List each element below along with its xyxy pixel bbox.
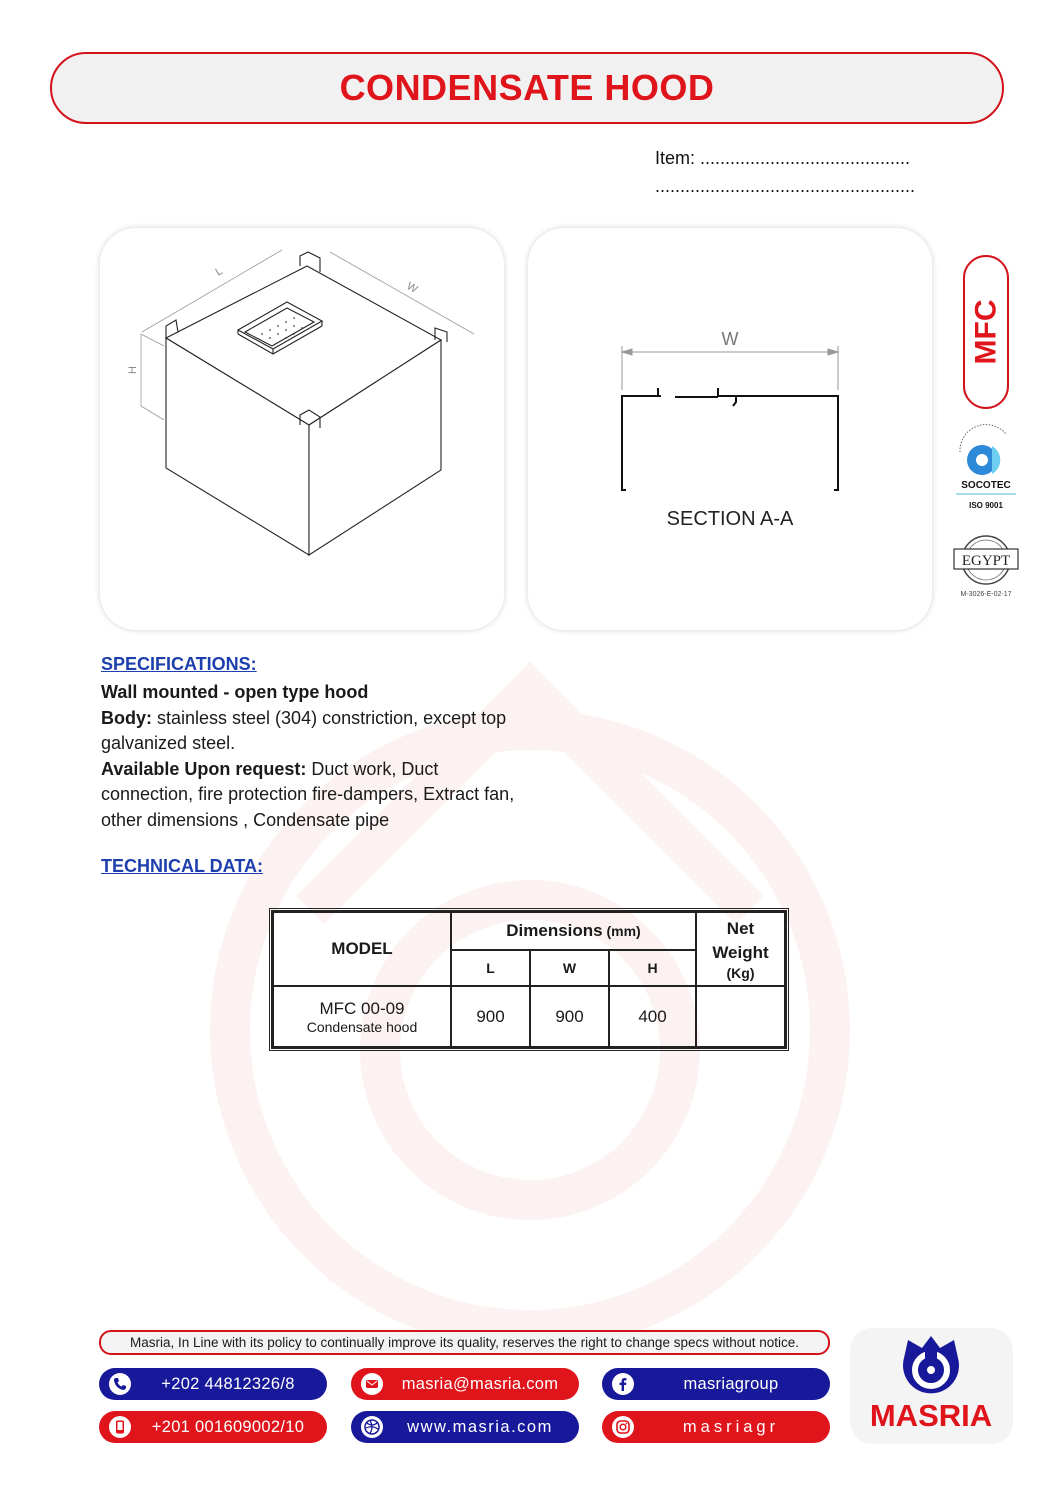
header-l: L <box>451 950 530 986</box>
specifications-text <box>101 680 531 833</box>
request-label: Available Upon request: <box>101 758 307 779</box>
disclaimer-notice: Masria, In Line with its policy to continually improve its quality, reserves the right to change specs without notice. <box>99 1330 830 1355</box>
made-in-egypt-badge <box>948 530 1024 600</box>
cell-model: MFC 00-09 Condensate hood <box>273 986 451 1047</box>
width-label: W <box>404 280 420 296</box>
cell-h: 400 <box>609 986 696 1047</box>
cell-w: 900 <box>530 986 609 1047</box>
header-net-weight: Net Weight (Kg) <box>696 912 785 986</box>
header-h: H <box>609 950 696 986</box>
cell-weight <box>696 986 785 1047</box>
body-label: Body: <box>101 707 152 728</box>
technical-data-heading: TECHNICAL DATA: <box>101 856 263 876</box>
section-drawing-panel <box>528 228 932 630</box>
item-field-line2: .................................................... <box>655 176 916 196</box>
socotec-certification-badge <box>948 422 1024 516</box>
cell-l: 900 <box>451 986 530 1047</box>
masria-emblem-icon <box>850 1328 1013 1444</box>
globe-icon <box>361 1416 383 1438</box>
egypt-seal-icon <box>948 530 1024 600</box>
body-text: stainless steel (304) constriction, except top galvanized steel. <box>101 707 507 753</box>
page-title: CONDENSATE HOOD <box>339 67 715 108</box>
spec-type: Wall mounted - open type hood <box>101 682 369 702</box>
mail-icon <box>361 1373 383 1395</box>
facebook-link[interactable]: masriagroup <box>602 1368 830 1400</box>
section-aa-drawing <box>528 228 932 630</box>
specifications-heading: SPECIFICATIONS: <box>101 654 257 674</box>
item-field: Item: .......................................... <box>655 148 911 168</box>
origin-label: EGYPT <box>961 553 1011 569</box>
header-model: MODEL <box>273 912 451 986</box>
facebook-icon <box>612 1373 634 1395</box>
height-label: H <box>127 366 139 374</box>
title-banner <box>50 52 1004 124</box>
mobile-icon <box>109 1416 131 1438</box>
brand-name: MASRIA <box>869 1398 993 1433</box>
phone-icon <box>109 1373 131 1395</box>
technical-data-table <box>269 908 789 1051</box>
table-row <box>273 986 785 1047</box>
cert-standard: ISO 9001 <box>969 501 1003 510</box>
header-dimensions: Dimensions (mm) <box>451 912 696 950</box>
section-caption: SECTION A-A <box>666 508 794 530</box>
request-text: Duct work, Duct connection, fire protection fire-dampers, Extract fan, other dimensions , Condensate pipe <box>101 758 515 830</box>
isometric-hood-drawing <box>100 228 504 630</box>
email-link[interactable]: masria@masria.com <box>351 1368 579 1400</box>
header-w: W <box>530 950 609 986</box>
origin-code: M-3026-E-02-17 <box>960 591 1012 598</box>
product-code-badge <box>963 255 1009 409</box>
socotec-logo-icon <box>948 422 1024 516</box>
mobile-link[interactable]: +201 001609002/10 <box>99 1411 327 1443</box>
product-code: MFC <box>969 299 1003 365</box>
website-link[interactable]: www.masria.com <box>351 1411 579 1443</box>
masria-logo <box>850 1328 1013 1444</box>
instagram-link[interactable]: masriagr <box>602 1411 830 1443</box>
section-width-label: W <box>721 329 739 349</box>
instagram-icon <box>612 1416 634 1438</box>
length-label: L <box>213 265 225 279</box>
isometric-drawing-panel <box>100 228 504 630</box>
cert-name: SOCOTEC <box>961 480 1011 491</box>
phone-link[interactable]: +202 44812326/8 <box>99 1368 327 1400</box>
